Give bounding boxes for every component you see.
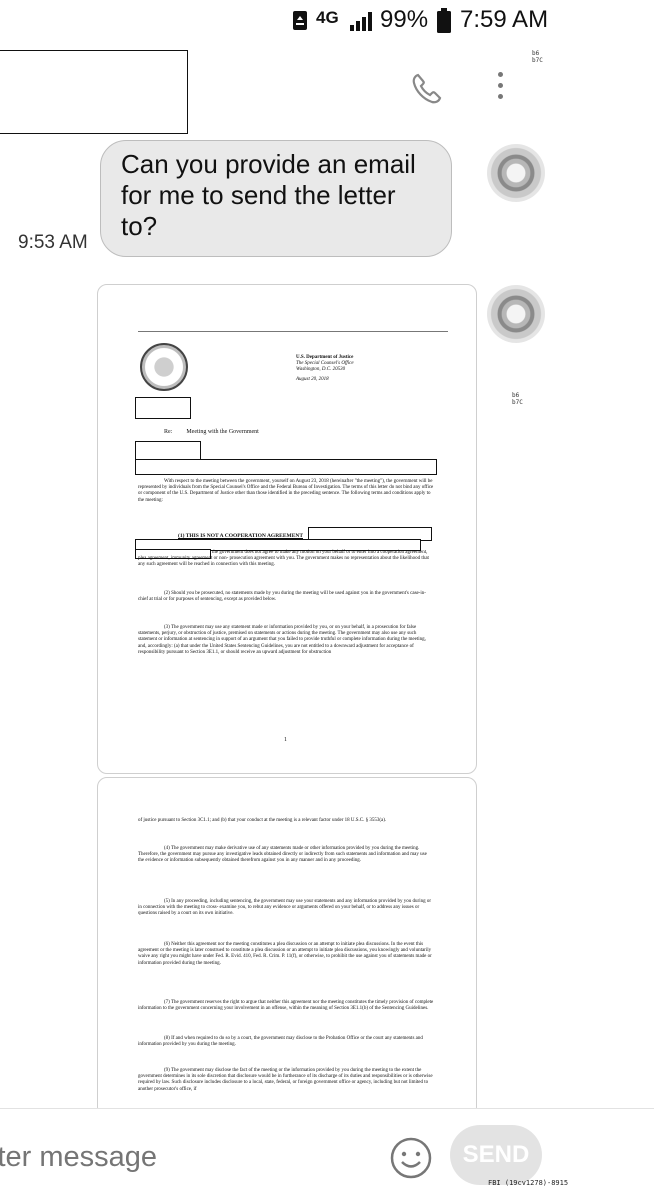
paragraph-2: (2) Should you be prosecuted, no statements made by you during the meeting will be used against you in the government's case-in-chief at trial or for purposes of sentencing, except as provided below. <box>138 591 426 603</box>
status-bar <box>0 0 654 40</box>
paragraph-heading: (1) THIS IS NOT A COOPERATION AGREEMENT <box>178 533 303 539</box>
bates-number: FBI (19cv1278)-8915 <box>488 1179 569 1187</box>
re-subject: Meeting with the Government <box>186 429 259 435</box>
message-input[interactable] <box>0 1133 384 1181</box>
signal-icon <box>348 10 376 32</box>
message-text: Can you provide an email for me to send the letter to? <box>121 149 416 241</box>
sender-avatar[interactable] <box>487 285 545 343</box>
paragraph-3: (3) The government may use any statement made or information provided by you, or on your behalf, in a prosecution for false statements, perjury, or obstruction of justice, premised on statements or actions during the meeting. The government may also use any such statement or information at sentencing in support of an argument that you failed to provide truthful or complete information during the meeting, and, accordingly: (a) that under the United States Sentencing Guidelines, you are not entitled to a downward adjustment for acceptance of responsibility pursuant to Section 3E1.1, or should receive an upward adjustment for obstruction <box>138 625 426 655</box>
letter-intro: With respect to the meeting between the government, yourself on August 23, 2018 (hereinafter "the meeting"), the government will be represented by individuals from the Special Counsel's Office and the Federal Bureau of Investigation. The terms of this letter do not bind any office or component of the U.S. Department of Justice other than those identified in the preceding sentence. The following terms and conditions apply to the meeting: <box>138 479 434 503</box>
paragraph-7: (7) The government reserves the right to argue that neither this agreement nor the meeting constitutes the timely provision of complete information to the government concerning your involvement in an offense, within the meaning of Section 3E1.1(b) of the Sentencing Guidelines. <box>138 1000 434 1012</box>
phone-icon[interactable] <box>410 72 444 106</box>
paragraph-3-continued: of justice pursuant to Section 3C1.1; and (b) that your conduct at the meeting is a relevant factor under 18 U.S.C. § 3553(a). <box>138 818 387 823</box>
network-type: 4G <box>316 8 339 27</box>
status-time: 7:59 AM <box>460 6 549 33</box>
exemption-label: b6 b7C <box>532 50 543 64</box>
sender-avatar[interactable] <box>487 144 545 202</box>
paragraph-5: (5) In any proceeding, including sentencing, the government may use your statements and any information provided by you during or in connection with the meeting to cross- examine you, to rebut any evidence or arguments offered on your behalf, or to address any issues or questions raised by a court on its own initiative. <box>138 899 432 917</box>
paragraph-6: (6) Neither this agreement nor the meeting constitutes a plea discussion or an attempt to initiate plea discussions. In the event this agreement or the meeting is later construed to constitute a plea discussion or an attempt to initiate plea discussions, you knowingly and voluntarily waive any right you might have under Fed. R. Evid. 410, Fed. R. Crim. P. 11(f), or otherwise, to prohibit the use against you of statements made or information provided during the meeting. <box>138 942 432 966</box>
message-time: 9:53 AM <box>18 232 88 253</box>
paragraph-1: the government does not agree to make any motion on your behalf or to enter into a cooperation agreement, plea agreement, immunity agreement or non- prosecution agreement with you. The government makes no representation about the likelihood that any such agreement will be reached in connection with this meeting. <box>138 550 429 568</box>
letterhead-line: Washington, D.C. 20530 <box>296 367 346 372</box>
letterhead-line: U.S. Department of Justice <box>296 355 354 360</box>
page-number: 1 <box>284 737 287 743</box>
more-options-icon[interactable] <box>498 72 503 105</box>
letter-date: August 20, 2018 <box>296 377 329 382</box>
letter-page-1[interactable] <box>97 284 477 774</box>
contact-name-redacted <box>0 50 188 134</box>
battery-icon <box>436 8 452 34</box>
emoji-icon[interactable] <box>388 1135 434 1181</box>
composer-bar <box>0 1108 654 1201</box>
send-button[interactable]: SEND <box>450 1125 542 1185</box>
letterhead-line: The Special Counsel's Office <box>296 361 354 366</box>
paragraph-9: (9) The government may disclose the fact of the meeting or the information provided by you during the meeting to the extent the government determines in its sole discretion that disclosure would be in furtherance of its discharge of its duties and responsibilities or is otherwise required by law. Such disclosure includes disclosure to a local, state, federal, or foreign government office or agency, including but not limited to another prosecutor's office, if <box>138 1068 433 1092</box>
exemption-label: b6 b7C <box>512 392 523 406</box>
doj-seal <box>140 343 188 391</box>
recycle-icon <box>290 9 310 31</box>
redaction-box <box>135 459 437 475</box>
battery-percent: 99% <box>380 6 429 33</box>
letterhead-rule <box>138 331 448 332</box>
re-label: Re: <box>164 429 173 435</box>
redaction-box <box>135 397 191 419</box>
paragraph-4: (4) The government may make derivative use of any statements made or other information provided by you during the meeting. Therefore, the government may pursue any investigative leads obtained directly or indirectly from such statements and information and may use the evidence or information subsequently obtained therefrom against you in any manner and in any proceeding. <box>138 846 427 864</box>
letter-page-2[interactable] <box>97 777 477 1117</box>
paragraph-8: (8) If and when required to do so by a court, the government may disclose to the Probation Office or the court any statements and information provided by you during the meeting. <box>138 1036 423 1048</box>
message-bubble[interactable] <box>100 140 452 257</box>
